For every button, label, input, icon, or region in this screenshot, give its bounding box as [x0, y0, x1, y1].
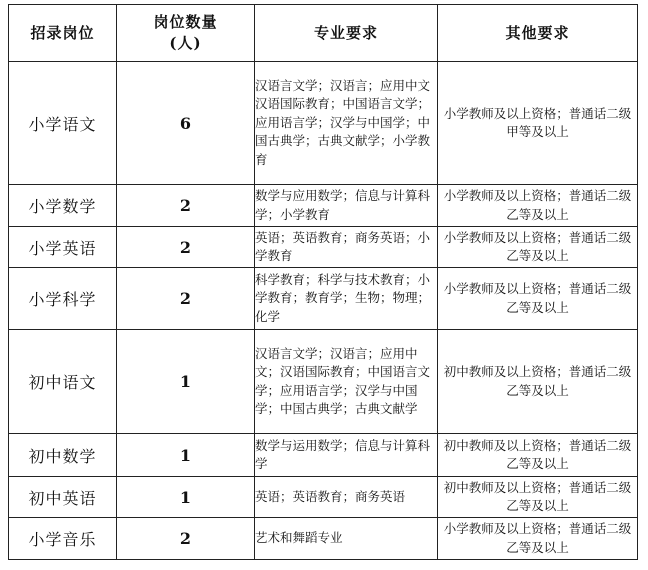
header-major: 专业要求 — [255, 5, 438, 62]
row-count: 1 — [117, 330, 255, 434]
row-post: 初中语文 — [9, 330, 117, 434]
table-row — [9, 330, 638, 434]
row-major: 数学与运用数学；信息与计算科学 — [255, 434, 438, 477]
header-count-line2: (人) — [169, 34, 202, 52]
row-post: 小学科学 — [9, 268, 117, 330]
row-major: 数学与应用数学；信息与计算科学；小学教育 — [255, 185, 438, 227]
header-post: 招录岗位 — [9, 5, 117, 62]
row-other: 小学教师及以上资格；普通话二级乙等及以上 — [438, 518, 638, 560]
row-post: 小学英语 — [9, 227, 117, 268]
row-count: 2 — [117, 227, 255, 268]
row-post: 小学音乐 — [9, 518, 117, 560]
row-major: 英语；英语教育；商务英语；小学教育 — [255, 227, 438, 268]
table-row — [9, 434, 638, 477]
row-post: 初中数学 — [9, 434, 117, 477]
row-major: 汉语言文学；汉语言；应用中文；汉语国际教育；中国语言文学；应用语言学；汉学与中国学；中国古典学；古典文献学 — [255, 330, 438, 434]
table-row — [9, 518, 638, 560]
row-post: 小学语文 — [9, 62, 117, 185]
row-other: 小学教师及以上资格；普通话二级乙等及以上 — [438, 185, 638, 227]
row-other: 初中教师及以上资格；普通话二级乙等及以上 — [438, 330, 638, 434]
row-other: 初中教师及以上资格；普通话二级乙等及以上 — [438, 434, 638, 477]
table-row — [9, 477, 638, 518]
row-other: 小学教师及以上资格；普通话二级甲等及以上 — [438, 62, 638, 185]
row-count: 2 — [117, 518, 255, 560]
table-row — [9, 268, 638, 330]
row-major: 汉语言文学；汉语言；应用中文汉语国际教育；中国语言文学；应用语言学；汉学与中国学；中国古典学；古典文献学；小学教育 — [255, 62, 438, 185]
row-post: 初中英语 — [9, 477, 117, 518]
row-count: 1 — [117, 434, 255, 477]
row-other: 小学教师及以上资格；普通话二级乙等及以上 — [438, 268, 638, 330]
table-row — [9, 185, 638, 227]
row-other: 小学教师及以上资格；普通话二级乙等及以上 — [438, 227, 638, 268]
header-other: 其他要求 — [438, 5, 638, 62]
table-row — [9, 227, 638, 268]
row-major: 科学教育；科学与技术教育；小学教育；教育学；生物；物理；化学 — [255, 268, 438, 330]
row-count: 2 — [117, 185, 255, 227]
row-count: 2 — [117, 268, 255, 330]
recruitment-table-container — [8, 4, 638, 560]
row-major: 艺术和舞蹈专业 — [255, 518, 438, 560]
header-count-line1: 岗位数量 — [153, 13, 218, 31]
row-major: 英语；英语教育；商务英语 — [255, 477, 438, 518]
recruitment-table — [8, 4, 638, 560]
row-other: 初中教师及以上资格；普通话二级乙等及以上 — [438, 477, 638, 518]
header-count — [117, 5, 255, 62]
row-count: 6 — [117, 62, 255, 185]
header-row — [9, 5, 638, 62]
row-count: 1 — [117, 477, 255, 518]
table-row — [9, 62, 638, 185]
row-post: 小学数学 — [9, 185, 117, 227]
